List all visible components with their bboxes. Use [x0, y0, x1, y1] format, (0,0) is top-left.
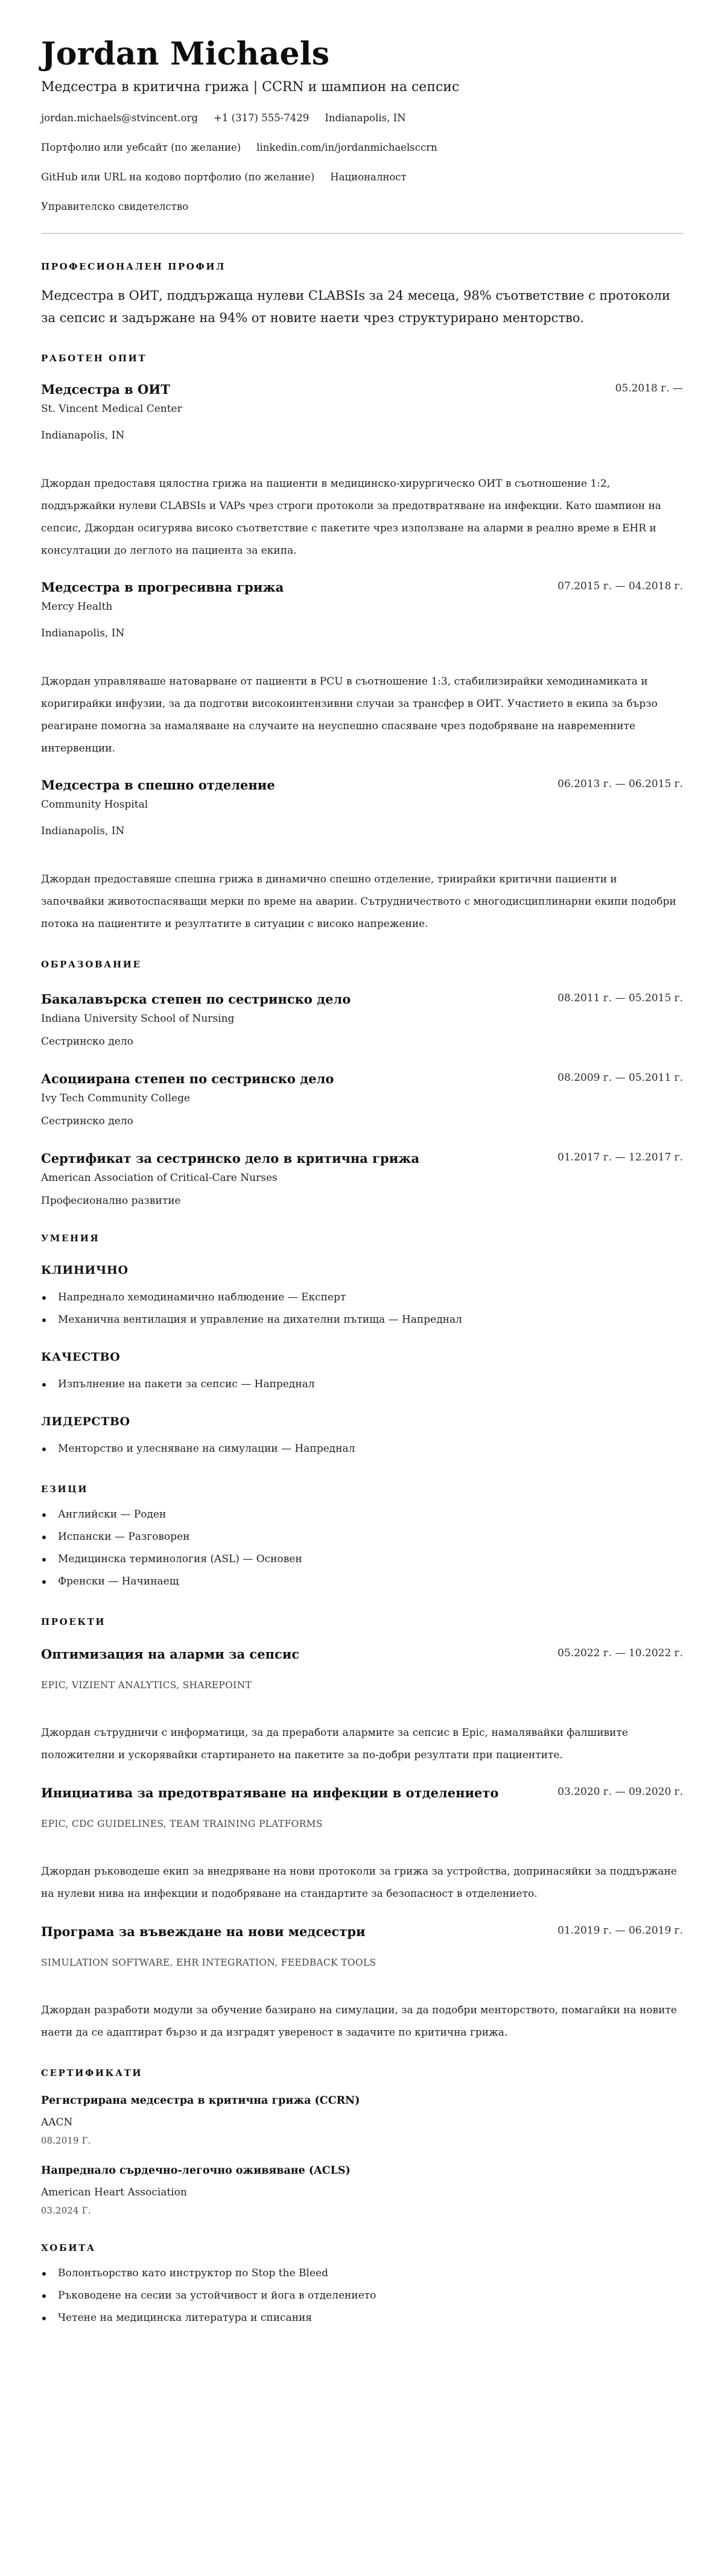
project-description: Джордан ръководеше екип за внедряване на нови протоколи за грижа за устройства, допринасяйки за поддържане на нулеви нива на инфекции и подобряване на стандартите за безопасност в отделението.: [41, 1866, 677, 1900]
school-name: American Association of Critical-Care Nurses: [41, 1172, 278, 1184]
job-dates: 07.2015 г. — 04.2018 г.: [557, 580, 683, 592]
project-tech-stack: EPIC, CDC GUIDELINES, TEAM TRAINING PLATFORMS: [41, 1818, 323, 1829]
section-title: ЕЗИЦИ: [41, 1484, 89, 1495]
project-dates: 01.2019 г. — 06.2019 г.: [557, 1925, 683, 1937]
project-tech-stack: SIMULATION SOFTWARE, EHR INTEGRATION, FEEDBACK TOOLS: [41, 1957, 376, 1968]
contact-line: [41, 111, 683, 141]
skill-list: [41, 1286, 683, 1331]
certification-issuer: AACN: [41, 2116, 73, 2128]
education-entry: [41, 1068, 683, 1130]
hobby-item: Ръководене на сесии за устойчивост и йога в отделението: [41, 2285, 683, 2307]
experience-section: [41, 352, 683, 935]
degree-title: Бакалавърска степен по сестринско дело: [41, 992, 351, 1007]
profile-summary: Медсестра в ОИТ, поддържаща нулеви CLABSIs за 24 месеца, 98% съответствие с протоколи за сепсис и задържане на 94% от новите наети чрез структурирано менторство.: [41, 288, 670, 325]
school-name: Indiana University School of Nursing: [41, 1013, 235, 1025]
project-name: Инициатива за предотвратяване на инфекции в отделението: [41, 1785, 499, 1800]
skill-item: Механична вентилация и управление на дихателни пътища — Напреднал: [41, 1309, 683, 1331]
location: Indianapolis, IN: [325, 112, 406, 124]
skill-item: Изпълнение на пакети за сепсис — Напреднал: [41, 1373, 683, 1396]
job-description: Джордан предоставяше спешна грижа в динамично спешно отделение, триирайки критични пациенти и започвайки животоспасяващи мерки по време на аварии. Сътрудничеството с многодисциплинарни екипи подобри потока на пациентите и резултатите в ситуации с високо напрежение.: [41, 873, 676, 930]
job-location: Indianapolis, IN: [41, 429, 125, 441]
skills-section: [41, 1232, 683, 1460]
skill-group-title: КАЧЕСТВО: [41, 1350, 121, 1364]
certification-name: Регистрирана медсестра в критична грижа (CCRN): [41, 2095, 360, 2107]
employer: Mercy Health: [41, 601, 113, 613]
header-divider: [41, 233, 683, 234]
certification-entry: [41, 2092, 683, 2149]
github-link[interactable]: GitHub или URL на кодово портфолио (по желание): [41, 171, 315, 183]
language-item: Френски — Начинаещ: [41, 1571, 683, 1593]
section-title: ОБРАЗОВАНИЕ: [41, 959, 142, 970]
section-title: СЕРТИФИКАТИ: [41, 2068, 143, 2078]
contact-line: [41, 200, 683, 229]
project-tech-stack: EPIC, VIZIENT ANALYTICS, SHAREPOINT: [41, 1680, 252, 1691]
skill-list: [41, 1438, 683, 1460]
skill-item: Напреднало хемодинамично наблюдение — Експерт: [41, 1286, 683, 1309]
education-section: [41, 958, 683, 1209]
profile-section: [41, 261, 683, 329]
hobby-list: [41, 2262, 683, 2329]
skill-group-title: КЛИНИЧНО: [41, 1264, 129, 1277]
project-dates: 03.2020 г. — 09.2020 г.: [557, 1786, 683, 1798]
education-dates: 01.2017 г. — 12.2017 г.: [557, 1151, 683, 1163]
certification-date: 08.2019 Г.: [41, 2136, 91, 2146]
certification-issuer: American Heart Association: [41, 2186, 187, 2198]
project-entry: [41, 1782, 683, 1905]
section-title: ХОБИТА: [41, 2242, 96, 2253]
skill-group-title: ЛИДЕРСТВО: [41, 1415, 130, 1428]
skill-item: Менторство и улесняване на симулации — Напреднал: [41, 1438, 683, 1460]
project-name: Програма за въвеждане на нови медсестри: [41, 1924, 366, 1939]
school-name: Ivy Tech Community College: [41, 1092, 191, 1104]
resume-header: [41, 35, 683, 229]
skill-group: [41, 1414, 683, 1460]
portfolio-link[interactable]: Портфолио или уебсайт (по желание): [41, 142, 241, 153]
project-name: Оптимизация на аларми за сепсис: [41, 1647, 300, 1662]
experience-entry: [41, 379, 683, 562]
contact-line: [41, 141, 683, 170]
language-list: [41, 1504, 683, 1593]
projects-section: [41, 1616, 683, 2044]
education-entry: [41, 1148, 683, 1209]
job-title: Медсестра в ОИТ: [41, 382, 170, 397]
job-dates: 05.2018 г. —: [615, 382, 683, 394]
field-of-study: Сестринско дело: [41, 1036, 133, 1048]
certifications-section: [41, 2067, 683, 2219]
education-dates: 08.2011 г. — 05.2015 г.: [557, 992, 683, 1004]
hobbies-section: [41, 2242, 683, 2329]
language-item: Английски — Роден: [41, 1504, 683, 1526]
candidate-headline: Медсестра в критична грижа | CCRN и шампион на сепсис: [41, 80, 460, 95]
language-item: Испански — Разговорен: [41, 1526, 683, 1548]
nationality: Националност: [330, 171, 407, 183]
section-title: ПРОФЕСИОНАЛЕН ПРОФИЛ: [41, 261, 226, 272]
certification-name: Напреднало сърдечно-легочно оживяване (ACLS): [41, 2165, 351, 2177]
certification-date: 03.2024 Г.: [41, 2206, 91, 2216]
education-entry: [41, 989, 683, 1050]
experience-entry: [41, 577, 683, 760]
job-description: Джордан предоставя цялостна грижа на пациенти в медицинско-хирургическо ОИТ в съотношение 1:2, поддържайки нулеви CLABSIs и VAPs чрез строги протоколи за предотвратяване на инфекции. Като шампион на сепсис, Джордан осигурява високо съответствие с пакетите чрез използване на аларми в реално време в EHR и консултации до леглото на пациента за екипа.: [41, 478, 661, 557]
job-location: Indianapolis, IN: [41, 825, 125, 837]
contact-info: [41, 111, 683, 229]
certification-entry: [41, 2162, 683, 2219]
employer: St. Vincent Medical Center: [41, 403, 182, 415]
skill-list: [41, 1373, 683, 1396]
field-of-study: Професионално развитие: [41, 1195, 181, 1207]
languages-section: [41, 1483, 683, 1593]
driving-license: Управителско свидетелство: [41, 201, 189, 212]
field-of-study: Сестринско дело: [41, 1115, 133, 1127]
hobby-item: Волонтьорство като инструктор по Stop the Bleed: [41, 2262, 683, 2285]
skill-group: [41, 1262, 683, 1331]
degree-title: Асоциирана степен по сестринско дело: [41, 1071, 334, 1086]
job-title: Медсестра в спешно отделение: [41, 777, 275, 793]
email-link[interactable]: jordan.michaels@stvincent.org: [41, 112, 198, 124]
candidate-name: Jordan Michaels: [41, 36, 330, 72]
project-entry: [41, 1644, 683, 1767]
job-title: Медсестра в прогресивна грижа: [41, 580, 284, 595]
project-description: Джордан сътрудничи с информатици, за да преработи алармите за сепсис в Epic, намалявайки фалшивите положителни и ускорявайки стартирането на пакетите за по-добри резултати при пациентите.: [41, 1727, 628, 1761]
job-location: Indianapolis, IN: [41, 627, 125, 639]
section-title: РАБОТЕН ОПИТ: [41, 353, 147, 364]
language-item: Медицинска терминология (ASL) — Основен: [41, 1548, 683, 1571]
contact-line: [41, 170, 683, 200]
project-dates: 05.2022 г. — 10.2022 г.: [557, 1647, 683, 1659]
project-description: Джордан разработи модули за обучение базирано на симулации, за да подобри менторството, помагайки на новите наети да се адаптират бързо и да изградят увереност в задачите по критична грижа.: [41, 2004, 677, 2039]
project-entry: [41, 1921, 683, 2044]
education-dates: 08.2009 г. — 05.2011 г.: [557, 1072, 683, 1084]
linkedin-link[interactable]: linkedin.com/in/jordanmichaelsccrn: [256, 142, 437, 153]
degree-title: Сертификат за сестринско дело в критична грижа: [41, 1151, 420, 1166]
experience-entry: [41, 774, 683, 935]
phone-number[interactable]: +1 (317) 555-7429: [214, 112, 310, 124]
skill-group: [41, 1349, 683, 1396]
job-dates: 06.2013 г. — 06.2015 г.: [557, 778, 683, 790]
section-title: ПРОЕКТИ: [41, 1616, 106, 1627]
section-title: УМЕНИЯ: [41, 1233, 100, 1244]
job-description: Джордан управляваше натоварване от пациенти в PCU в съотношение 1:3, стабилизирайки хемодинамиката и коригирайки инфузии, за да подготви високоинтензивни случаи за трансфер в ОИТ. Участието в екипа за бързо реагиране помогна за намаляване на случаите на неуспешно спасяване чрез подобряване на навременните интервенции.: [41, 676, 658, 755]
employer: Community Hospital: [41, 799, 148, 811]
hobby-item: Четене на медицинска литература и списания: [41, 2307, 683, 2329]
